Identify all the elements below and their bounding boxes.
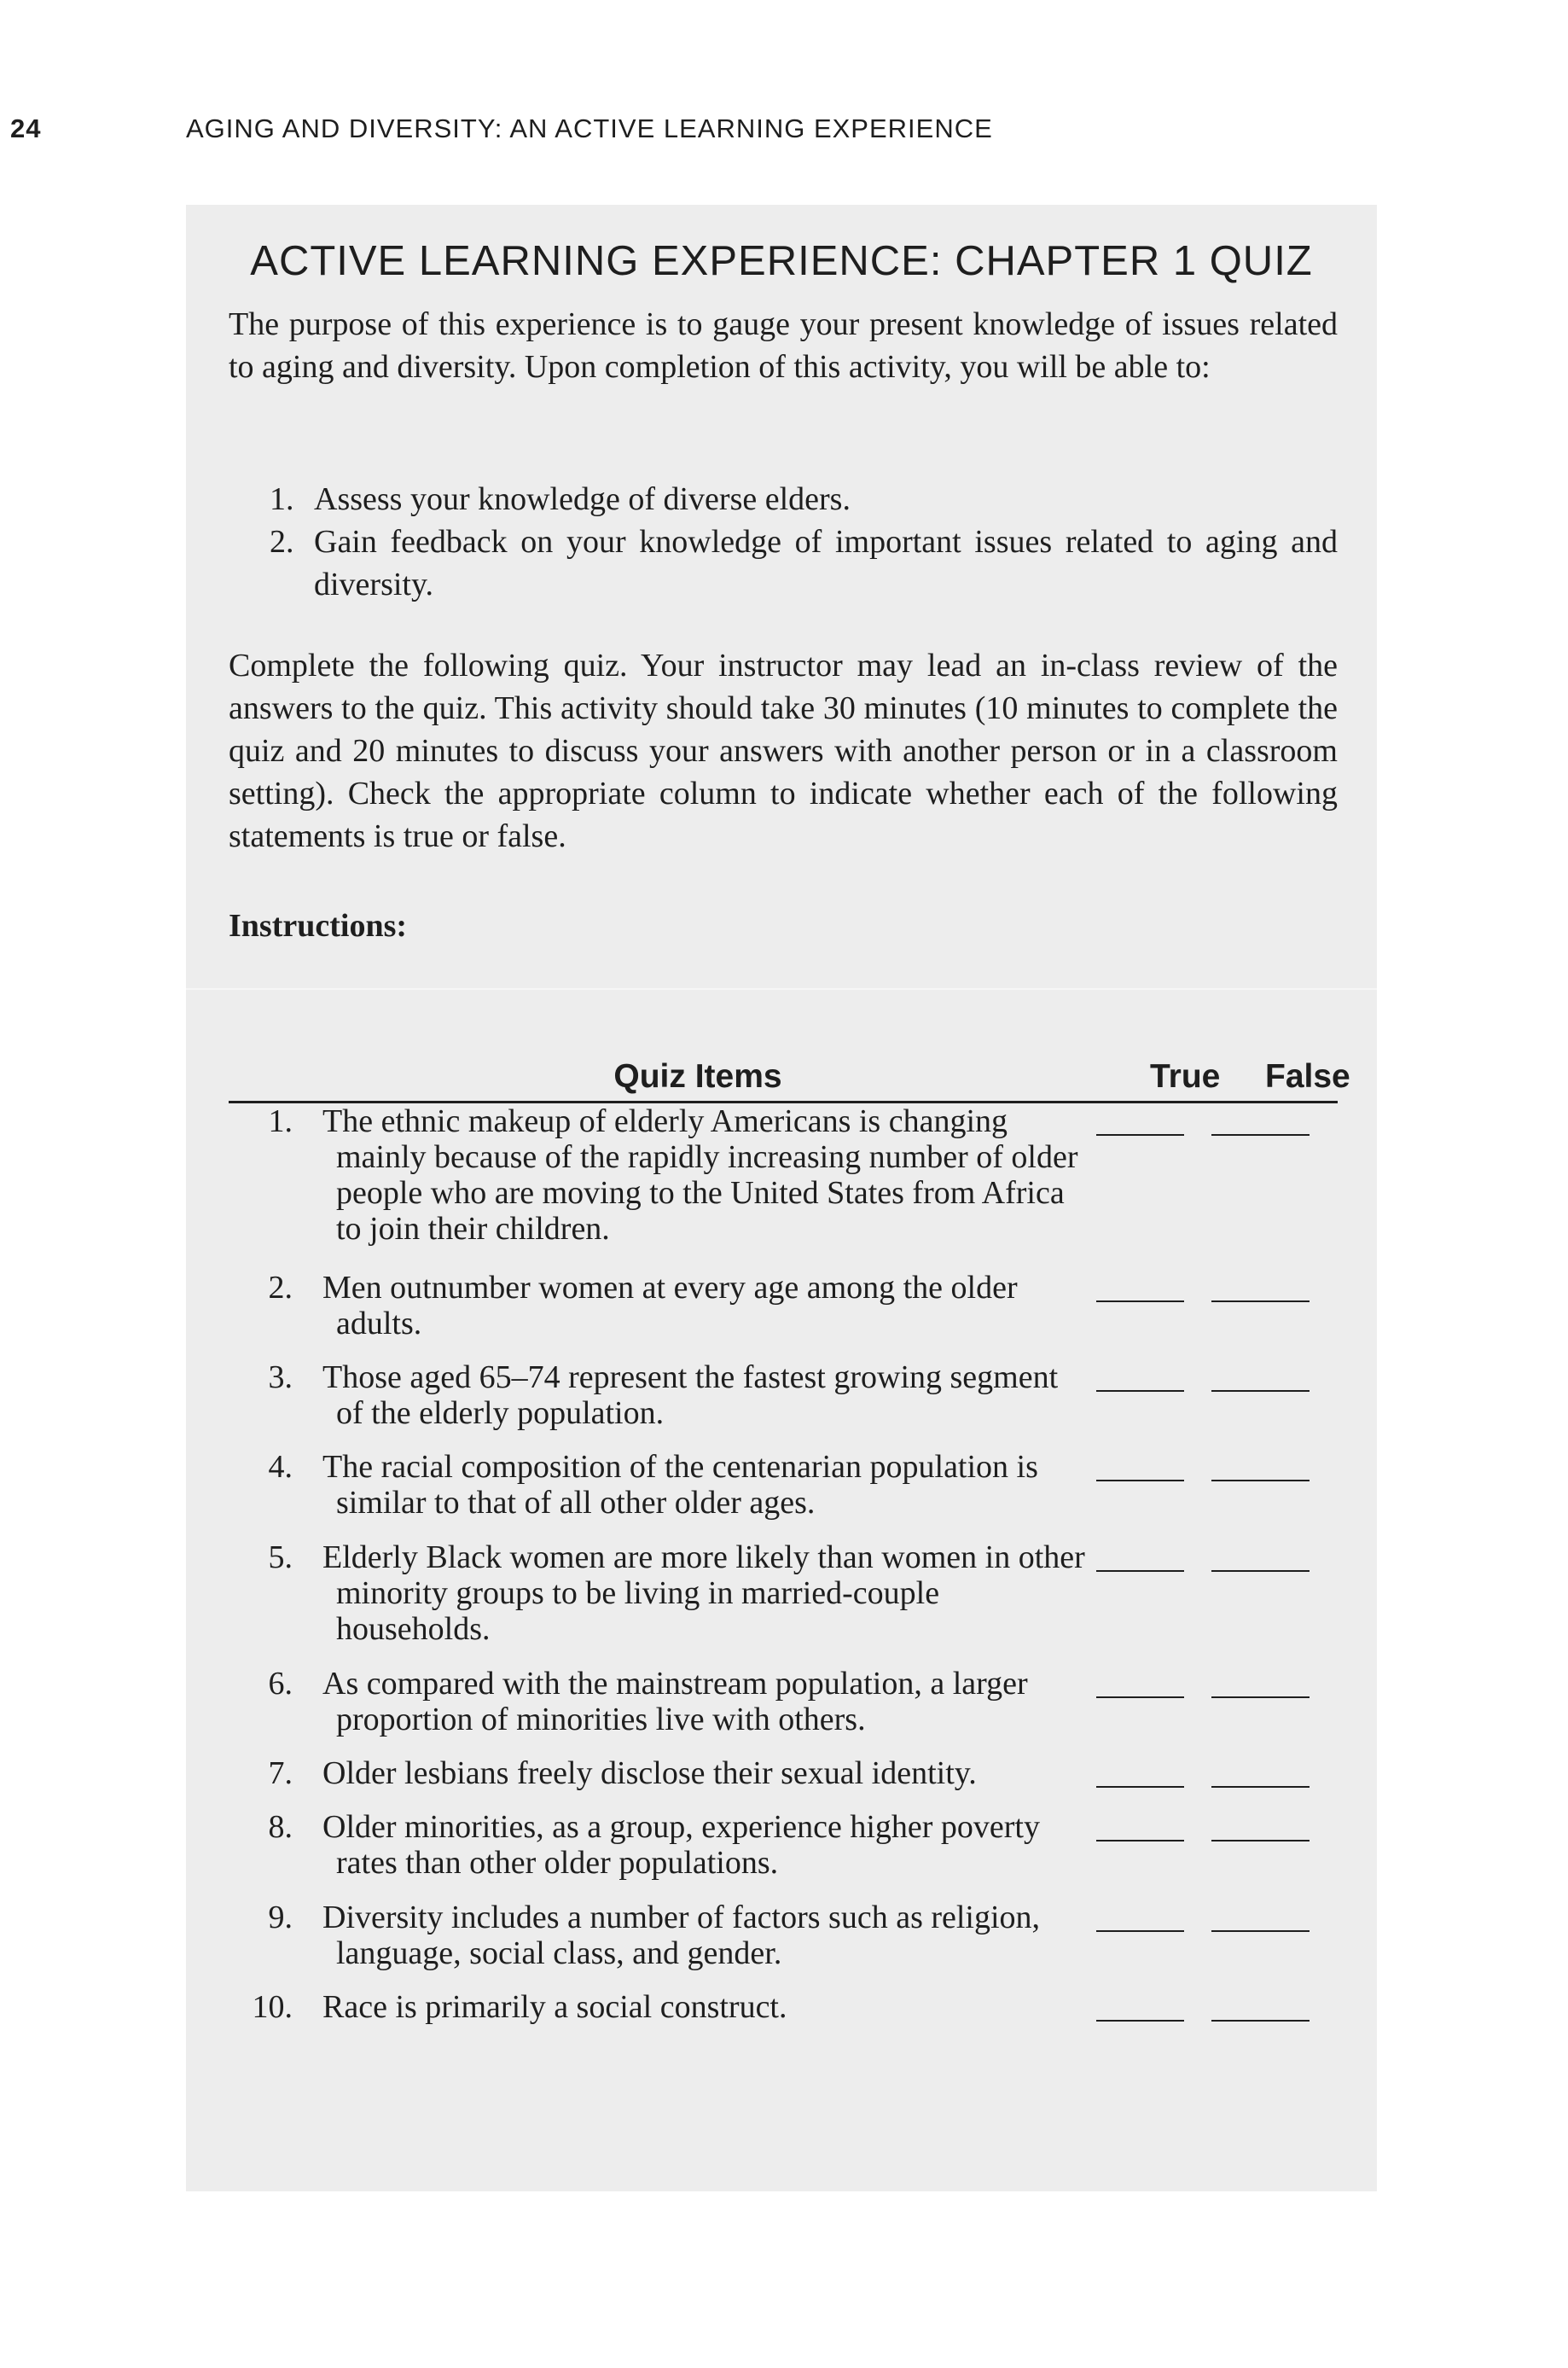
quiz-item-number: 7.: [268, 1755, 293, 1791]
objective-item: [229, 478, 1338, 521]
activity-title: ACTIVE LEARNING EXPERIENCE: CHAPTER 1 QUIZ: [250, 238, 1313, 284]
quiz-item-text: The racial composition of the centenarian population is similar to that of all other older ages.: [322, 1449, 1038, 1521]
quiz-item-text: As compared with the mainstream population, a larger proportion of minorities live with others.: [322, 1666, 1028, 1737]
quiz-item-text: Older lesbians freely disclose their sexual identity.: [322, 1755, 977, 1791]
true-answer-blank[interactable]: [1096, 1300, 1184, 1302]
quiz-item-text: Older minorities, as a group, experience higher poverty rates than other older populations.: [322, 1809, 1040, 1881]
objectives-list: [229, 478, 1338, 606]
objective-number: 1.: [270, 481, 294, 517]
false-answer-blank[interactable]: [1211, 2020, 1310, 2022]
section-divider: [186, 988, 1377, 990]
quiz-item-text: Race is primarily a social construct.: [322, 1989, 787, 2025]
quiz-item-number: 5.: [268, 1539, 293, 1575]
quiz-item-number: 10.: [252, 1989, 293, 2025]
true-answer-blank[interactable]: [1096, 1930, 1184, 1932]
directions-paragraph: Complete the following quiz. Your instructor may lead an in-class review of the answers to the quiz. This activity should take 30 minutes (10 minutes to complete the quiz and 20 minutes to discuss your answers with another person or in a classroom setting). Check the appropriate column to indicate whether each of the following statements is true or false.: [229, 648, 1338, 854]
quiz-item-number: 4.: [268, 1449, 293, 1485]
column-header-items: Quiz Items: [613, 1058, 782, 1095]
true-answer-blank[interactable]: [1096, 1480, 1184, 1481]
quiz-item-text: Elderly Black women are more likely than women in other minority groups to be living in married-couple households.: [322, 1539, 1085, 1647]
quiz-item-text: Diversity includes a number of factors such as religion, language, social class, and gender.: [322, 1900, 1041, 1971]
objective-item: [229, 521, 1338, 606]
false-answer-blank[interactable]: [1211, 1840, 1310, 1841]
true-answer-blank[interactable]: [1096, 1786, 1184, 1788]
quiz-item-text: Men outnumber women at every age among the older adults.: [322, 1270, 1018, 1341]
true-answer-blank[interactable]: [1096, 1696, 1184, 1698]
false-answer-blank[interactable]: [1211, 1134, 1310, 1136]
instructions-label: Instructions:: [229, 908, 408, 944]
quiz-table-header: [229, 1058, 1350, 1103]
quiz-item-number: 8.: [268, 1809, 293, 1845]
page-number: 24: [10, 113, 42, 143]
quiz-item-number: 1.: [268, 1103, 293, 1139]
column-header-true: True: [1150, 1058, 1221, 1095]
objective-number: 2.: [270, 524, 294, 560]
false-answer-blank[interactable]: [1211, 1300, 1310, 1302]
false-answer-blank[interactable]: [1211, 1390, 1310, 1392]
true-answer-blank[interactable]: [1096, 1840, 1184, 1841]
true-answer-blank[interactable]: [1096, 2020, 1184, 2022]
false-answer-blank[interactable]: [1211, 1570, 1310, 1572]
true-answer-blank[interactable]: [1096, 1134, 1184, 1136]
quiz-item-number: 9.: [268, 1900, 293, 1935]
quiz-item-number: 3.: [268, 1359, 293, 1395]
false-answer-blank[interactable]: [1211, 1786, 1310, 1788]
true-answer-blank[interactable]: [1096, 1570, 1184, 1572]
column-header-false: False: [1265, 1058, 1350, 1095]
false-answer-blank[interactable]: [1211, 1480, 1310, 1481]
running-head: AGING AND DIVERSITY: AN ACTIVE LEARNING EXPERIENCE: [186, 113, 993, 143]
quiz-item-number: 6.: [268, 1666, 293, 1702]
quiz-item-text: The ethnic makeup of elderly Americans is changing mainly because of the rapidly increasing number of older people who are moving to the United States from Africa to join their children.: [322, 1103, 1078, 1247]
purpose-paragraph: The purpose of this experience is to gauge your present knowledge of issues related to aging and diversity. Upon completion of this activity, you will be able to:: [229, 306, 1338, 385]
quiz-item-text: Those aged 65–74 represent the fastest growing segment of the elderly population.: [322, 1359, 1059, 1431]
objective-text: Gain feedback on your knowledge of important issues related to aging and diversity.: [314, 524, 1338, 602]
false-answer-blank[interactable]: [1211, 1930, 1310, 1932]
activity-box: [186, 205, 1377, 2191]
false-answer-blank[interactable]: [1211, 1696, 1310, 1698]
true-answer-blank[interactable]: [1096, 1390, 1184, 1392]
objective-text: Assess your knowledge of diverse elders.: [314, 481, 851, 517]
quiz-item-number: 2.: [268, 1270, 293, 1306]
